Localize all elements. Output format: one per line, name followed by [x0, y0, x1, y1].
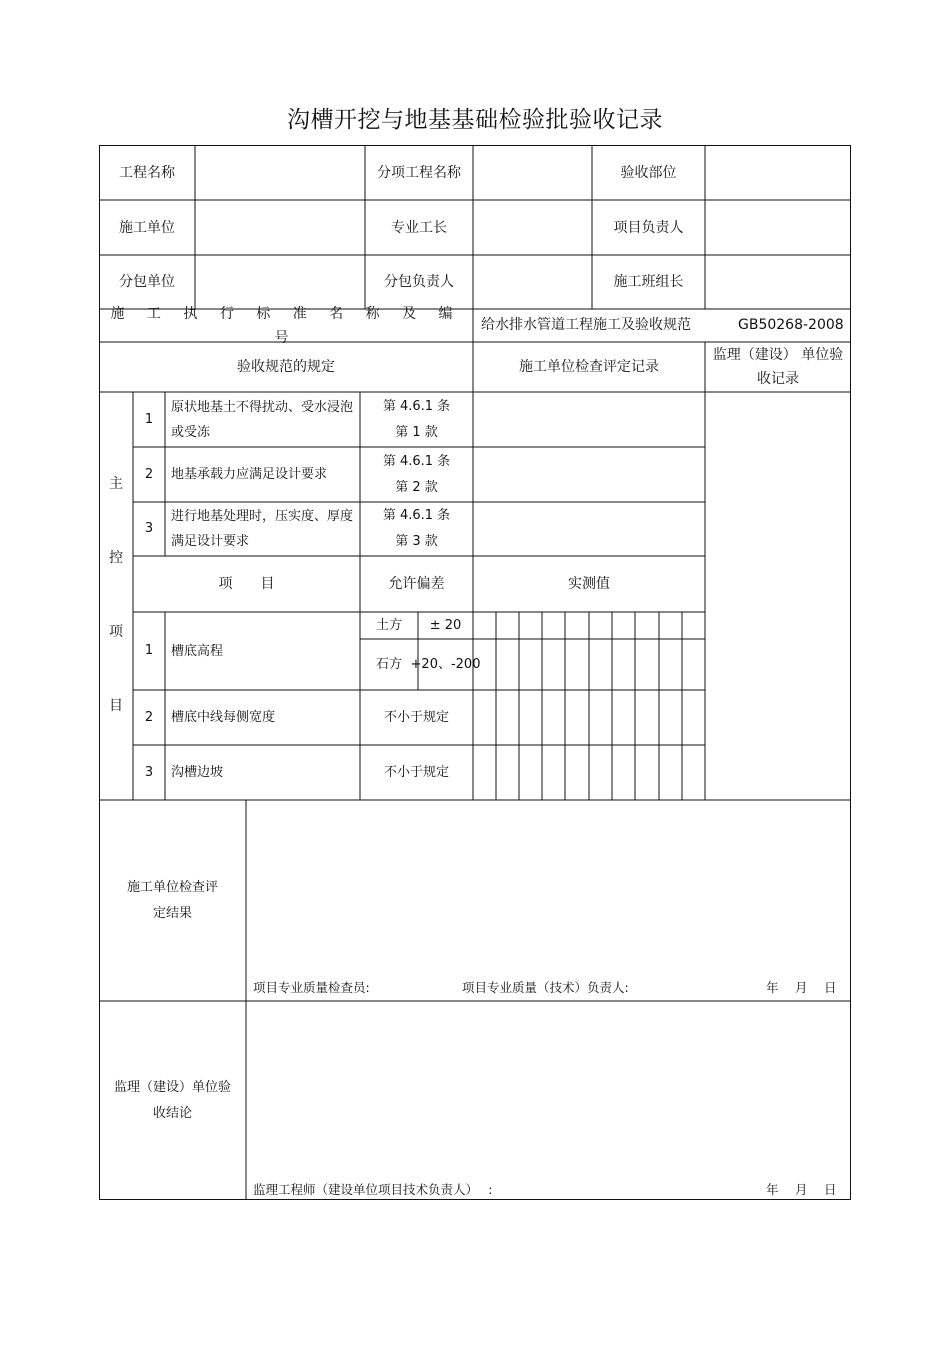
standard-label: 施 工 执 行 标 准 名 称 及 编 号 [110, 305, 462, 346]
main-control-side-label [99, 392, 133, 800]
supervisor-record-header: 监理（建设） 单位验收记录 [712, 347, 844, 387]
main-item-clause [360, 502, 473, 556]
supervisor-result-label: 监理（建设）单位验收结论 [113, 1079, 231, 1121]
main-item-text: 原状地基土不得扰动、受水浸泡或受冻 [171, 399, 354, 440]
general-row-no: 1 [144, 643, 154, 658]
accept-part-label: 验收部位 [620, 164, 677, 181]
supervisor-date: 年 月 日 [766, 1182, 837, 1197]
team-leader-value[interactable] [705, 255, 851, 309]
spec-column-header: 验收规范的规定 [237, 359, 335, 375]
page-title: 沟槽开挖与地基基础检验批验收记录 [287, 107, 663, 133]
sub-project-value[interactable] [473, 145, 592, 200]
foreman-value[interactable] [473, 200, 592, 255]
general-row-text: 槽底高程 [171, 643, 224, 659]
general-item-header: 项 目 [218, 576, 275, 592]
main-item-clause [360, 447, 473, 502]
rock-label: 石方 [375, 656, 402, 672]
soil-value: ± 20 [429, 617, 462, 633]
contractor-result-label: 施工单位检查评定结果 [127, 879, 219, 921]
contractor-result-area[interactable] [246, 800, 851, 970]
project-manager-label: 项目负责人 [613, 219, 684, 236]
clause-text: 第 4.6.1 条 [382, 398, 451, 414]
side-char-4: 目 [109, 698, 123, 714]
side-char-3: 项 [109, 624, 123, 640]
inspection-record-table [99, 145, 851, 1200]
soil-label: 土方 [375, 617, 402, 633]
main-item-no: 2 [144, 466, 154, 482]
contractor-record-header: 施工单位检查评定记录 [519, 359, 659, 375]
clause-text: 第 4.6.1 条 [382, 508, 451, 523]
clause-sub-text: 第 3 款 [395, 534, 438, 549]
project-name-value[interactable] [195, 145, 365, 200]
clause-sub-text: 第 2 款 [395, 479, 438, 495]
construction-unit-value[interactable] [195, 200, 365, 255]
main-item-no: 1 [144, 411, 154, 427]
subcontractor-label: 分包单位 [119, 274, 175, 290]
foreman-label: 专业工长 [391, 219, 447, 236]
general-row-text: 槽底中线每侧宽度 [171, 710, 276, 725]
sub-manager-value[interactable] [473, 255, 592, 309]
standard-name: 给水排水管道工程施工及验收规范 [481, 317, 691, 333]
general-row-tolerance: 不小于规定 [383, 709, 449, 725]
main-item-text: 地基承载力应满足设计要求 [171, 467, 328, 482]
tech-lead-signature-label: 项目专业质量（技术）负责人: [462, 980, 629, 995]
sub-manager-label: 分包负责人 [384, 274, 454, 290]
general-row-text: 沟槽边坡 [171, 765, 224, 780]
project-name-label: 工程名称 [119, 164, 175, 181]
side-char-2: 控 [109, 550, 123, 566]
construction-unit-label: 施工单位 [119, 219, 175, 236]
supervisor-result-area[interactable] [246, 1001, 851, 1171]
accept-part-value[interactable] [705, 145, 851, 200]
clause-text: 第 4.6.1 条 [382, 453, 451, 469]
general-row-no: 2 [144, 709, 154, 725]
main-item-clause [360, 392, 473, 447]
tolerance-header: 允许偏差 [388, 576, 445, 592]
standard-code: GB50268-2008 [738, 317, 844, 333]
rock-value: +20、-200 [410, 656, 481, 672]
project-manager-value[interactable] [705, 200, 851, 255]
contractor-date: 年 月 日 [766, 980, 837, 995]
team-leader-label: 施工班组长 [613, 274, 684, 290]
sub-project-label: 分项工程名称 [377, 164, 461, 181]
side-char-1: 主 [109, 476, 123, 492]
measured-header: 实测值 [568, 576, 610, 592]
main-item-no: 3 [144, 521, 154, 536]
supervisor-engineer-signature-label: 监理工程师（建设单位项目技术负责人） : [253, 1182, 493, 1197]
main-item-text: 进行地基处理时，压实度、厚度满足设计要求 [171, 509, 354, 549]
clause-sub-text: 第 1 款 [395, 424, 438, 440]
general-row-tolerance: 不小于规定 [383, 764, 449, 780]
general-row-no: 3 [144, 764, 154, 780]
quality-inspector-signature-label: 项目专业质量检查员: [253, 980, 370, 995]
